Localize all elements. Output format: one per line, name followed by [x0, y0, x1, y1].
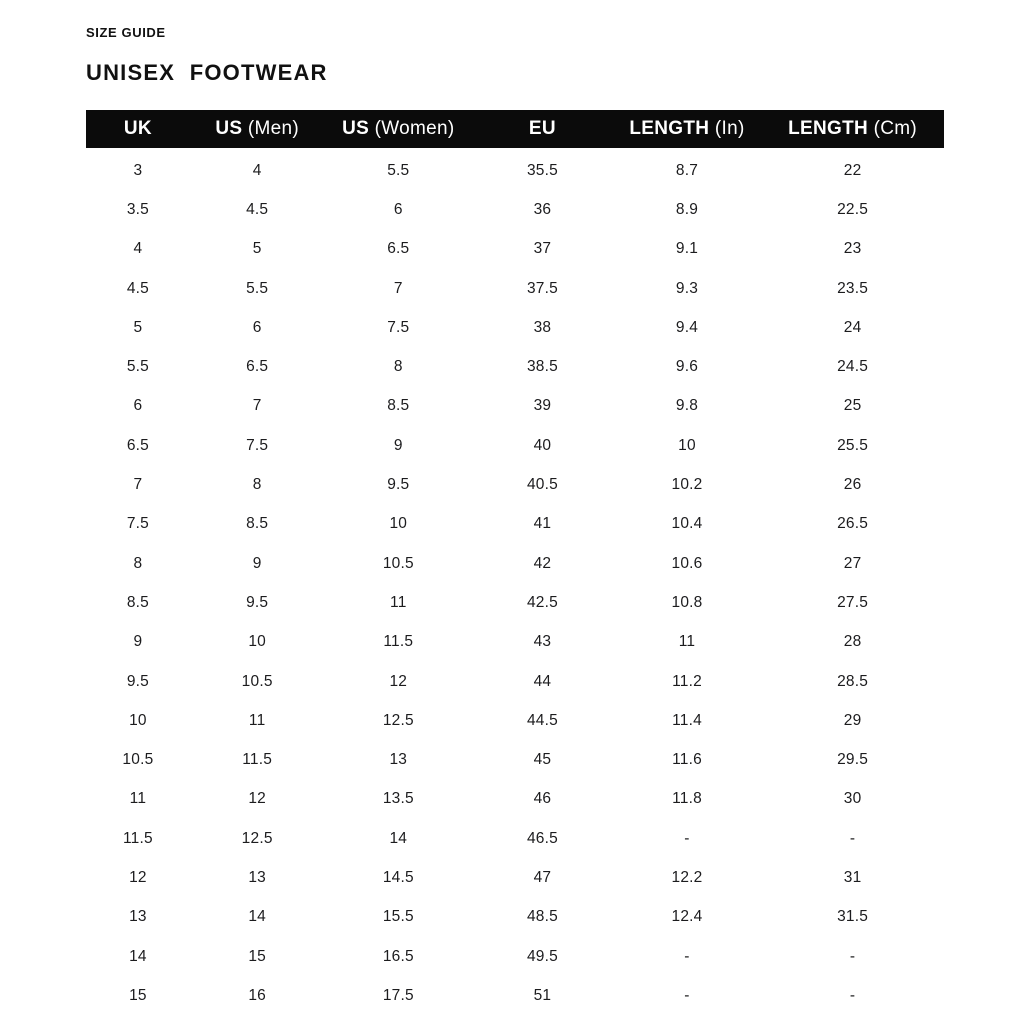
table-cell: 8 [252, 476, 262, 494]
table-cell: 12.2 [671, 868, 703, 886]
table-cell: 16 [248, 986, 266, 1004]
table-cell: 7.5 [387, 318, 410, 336]
table-row [86, 465, 944, 504]
table-cell: 27.5 [837, 593, 869, 611]
table-cell: 8.7 [675, 161, 699, 179]
table-row [86, 976, 944, 1015]
table-row [86, 347, 944, 386]
column-header-bold-text: EU [528, 118, 556, 139]
table-cell: 5 [133, 318, 143, 336]
table-row [86, 898, 944, 937]
table-cell: 9 [133, 633, 143, 651]
table-cell: 4.5 [246, 200, 269, 218]
table-cell: 15.5 [382, 908, 414, 926]
table-cell: 9.6 [675, 358, 699, 376]
table-row [86, 426, 944, 465]
table-row [86, 151, 944, 190]
table-row [86, 819, 944, 858]
table-cell: 26 [843, 476, 862, 494]
table-cell: 12 [129, 868, 147, 886]
page-title: UNISEX FOOTWEAR [86, 60, 328, 85]
table-cell: 26.5 [837, 515, 869, 533]
table-cell: 44.5 [526, 711, 558, 729]
table-cell: 8.5 [387, 397, 410, 415]
table-cell: 7.5 [126, 515, 149, 533]
table-cell: 15 [248, 947, 266, 965]
table-cell: 17.5 [382, 986, 414, 1004]
size-table-header [86, 110, 944, 148]
table-cell: 23.5 [837, 279, 869, 297]
table-row [86, 505, 944, 544]
table-cell: 5.5 [387, 161, 410, 179]
table-cell: 11.4 [672, 711, 702, 729]
table-cell: 13 [129, 908, 147, 926]
column-header-light-text: (Cm) [868, 118, 918, 139]
table-cell: 7 [133, 476, 143, 494]
table-cell: 11 [390, 593, 407, 611]
table-row [86, 623, 944, 662]
column-header-bold-text: US [342, 118, 370, 139]
table-cell: 42 [533, 554, 552, 572]
size-guide-label: SIZE GUIDE [86, 25, 166, 40]
column-header-length-cm [761, 118, 944, 140]
table-cell: 13 [248, 868, 266, 886]
size-table-body [86, 148, 944, 1016]
size-table [86, 110, 944, 1016]
table-cell: 45 [533, 751, 552, 769]
table-row [86, 230, 944, 269]
table-cell: 10.4 [671, 515, 703, 533]
table-cell: 4.5 [126, 279, 149, 297]
table-cell: 9 [393, 436, 403, 454]
table-row [86, 662, 944, 701]
table-cell: 46.5 [526, 829, 558, 847]
column-header-bold-text: LENGTH [629, 118, 710, 139]
table-cell: 7 [252, 397, 262, 415]
table-cell: 9.4 [675, 318, 699, 336]
table-row [86, 858, 944, 897]
table-row [86, 269, 944, 308]
table-cell: 30 [843, 790, 862, 808]
table-cell: 14.5 [382, 868, 414, 886]
table-cell: 14 [129, 947, 147, 965]
table-cell: 11 [248, 711, 266, 729]
table-cell: - [849, 986, 856, 1004]
table-cell: - [684, 947, 690, 965]
table-cell: 13.5 [382, 790, 414, 808]
column-header-uk [86, 118, 190, 140]
table-cell: 9.8 [675, 397, 699, 415]
column-header-light-text: (In) [709, 118, 745, 139]
table-cell: 10 [389, 515, 408, 533]
table-cell: 22 [843, 161, 862, 179]
table-cell: 11.5 [122, 829, 153, 847]
table-cell: 3 [133, 161, 143, 179]
column-header-bold-text: LENGTH [788, 118, 869, 139]
table-cell: 10.5 [241, 672, 273, 690]
table-cell: - [684, 829, 690, 847]
table-row [86, 387, 944, 426]
table-cell: 44 [533, 672, 552, 690]
table-cell: 10.5 [382, 554, 414, 572]
table-row [86, 780, 944, 819]
table-cell: 37 [533, 240, 552, 258]
table-cell: 23 [843, 240, 862, 258]
table-cell: 8.5 [126, 593, 149, 611]
table-cell: 3.5 [126, 200, 149, 218]
column-header-length-in [613, 118, 761, 140]
table-cell: 6.5 [387, 240, 410, 258]
table-cell: 11 [678, 633, 696, 651]
table-cell: 25.5 [837, 436, 869, 454]
table-cell: 12 [389, 672, 408, 690]
table-cell: 11.6 [672, 751, 702, 769]
table-cell: 9.5 [246, 593, 269, 611]
table-cell: 27 [843, 554, 862, 572]
table-cell: 13 [389, 751, 408, 769]
column-header-us-women [325, 118, 473, 140]
table-row [86, 740, 944, 779]
table-cell: 10.2 [671, 476, 703, 494]
table-cell: 43 [533, 633, 552, 651]
table-row [86, 544, 944, 583]
table-cell: 28.5 [837, 672, 869, 690]
table-cell: 41 [533, 515, 552, 533]
table-cell: 16.5 [382, 947, 414, 965]
table-cell: 12.5 [382, 711, 414, 729]
table-cell: 9.1 [675, 240, 699, 258]
table-cell: 10 [129, 711, 147, 729]
table-cell: 8 [133, 554, 143, 572]
table-cell: 40 [533, 436, 552, 454]
table-cell: 9 [252, 554, 262, 572]
table-cell: 10 [678, 436, 696, 454]
table-row [86, 308, 944, 347]
table-cell: - [684, 986, 690, 1004]
column-header-bold-text: US [215, 118, 243, 139]
table-row [86, 937, 944, 976]
column-header-light-text: (Women) [369, 118, 455, 139]
table-cell: 42.5 [526, 593, 558, 611]
column-header-eu [472, 118, 613, 140]
table-cell: 47 [533, 868, 552, 886]
table-cell: 48.5 [526, 908, 558, 926]
table-cell: 25 [843, 397, 862, 415]
table-cell: 12.4 [671, 908, 703, 926]
table-cell: 31.5 [837, 908, 869, 926]
table-cell: 35.5 [526, 161, 558, 179]
table-cell: 6 [133, 397, 143, 415]
table-cell: 11 [129, 790, 147, 808]
table-cell: 4 [252, 161, 262, 179]
table-cell: 11.5 [383, 633, 414, 651]
table-cell: 4 [133, 240, 143, 258]
table-cell: 38.5 [526, 358, 558, 376]
table-cell: 29 [843, 711, 862, 729]
table-cell: 14 [248, 908, 266, 926]
table-cell: 46 [533, 790, 552, 808]
table-cell: 5.5 [246, 279, 269, 297]
table-cell: 7.5 [246, 436, 269, 454]
table-cell: 38 [533, 318, 552, 336]
table-cell: 9.5 [126, 672, 149, 690]
table-cell: 11.2 [672, 672, 702, 690]
table-cell: 10.6 [671, 554, 703, 572]
table-cell: 5 [252, 240, 262, 258]
table-cell: 8 [393, 358, 403, 376]
table-cell: 29.5 [837, 751, 869, 769]
table-cell: 49.5 [526, 947, 558, 965]
table-cell: 14 [389, 829, 408, 847]
table-row [86, 701, 944, 740]
table-cell: 5.5 [126, 358, 149, 376]
table-cell: 11.5 [242, 751, 273, 769]
table-row [86, 190, 944, 229]
table-cell: 6 [252, 318, 262, 336]
table-cell: 37.5 [526, 279, 558, 297]
table-cell: 9.3 [675, 279, 699, 297]
table-cell: 6.5 [126, 436, 149, 454]
table-cell: 51 [533, 986, 552, 1004]
table-cell: 31 [843, 868, 862, 886]
table-cell: 40.5 [526, 476, 558, 494]
table-cell: 7 [393, 279, 403, 297]
table-cell: 6.5 [246, 358, 269, 376]
table-cell: 11.8 [672, 790, 702, 808]
table-cell: 28 [843, 633, 862, 651]
table-cell: - [849, 829, 856, 847]
table-cell: 8.9 [675, 200, 699, 218]
table-cell: 12.5 [241, 829, 273, 847]
column-header-us-men [190, 118, 325, 140]
table-cell: 15 [129, 986, 147, 1004]
table-cell: 10 [248, 633, 266, 651]
table-cell: 24.5 [837, 358, 869, 376]
table-cell: 10.5 [122, 751, 154, 769]
table-cell: 39 [533, 397, 552, 415]
table-cell: - [849, 947, 856, 965]
table-cell: 8.5 [246, 515, 269, 533]
table-cell: 22.5 [837, 200, 869, 218]
table-cell: 6 [393, 200, 403, 218]
table-cell: 10.8 [671, 593, 703, 611]
column-header-light-text: (Men) [242, 118, 300, 139]
table-cell: 36 [533, 200, 552, 218]
table-cell: 12 [248, 790, 266, 808]
table-cell: 9.5 [387, 476, 410, 494]
table-cell: 24 [843, 318, 862, 336]
column-header-bold-text: UK [123, 118, 152, 139]
table-row [86, 583, 944, 622]
